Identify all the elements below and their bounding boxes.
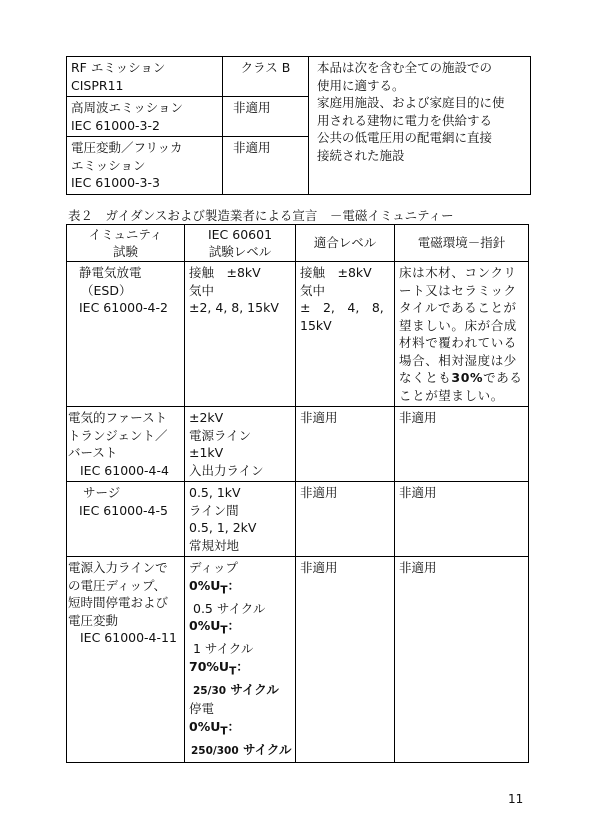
emission-test-cell: RF エミッション CISPR11 [67,57,223,97]
test-cell: 電源入力ラインで の電圧ディップ、 短時間停電および 電圧変動 IEC 61000-4-11 [67,557,185,763]
level-cell: ディップ $0\%U_T$： 0.5 サイクル $0\%U_T$： 1 サイクル $70\%U_T$： 25/30 サイクル 停電 $0\%U_T$： 250/300 サイクル [185,557,296,763]
environment-cell: 非適用 [395,557,529,763]
emission-test-cell: 高周波エミッション IEC 61000-3-2 [67,97,223,137]
table-row [67,482,529,557]
environment-cell: 床は木材、コンクリート又はセラミックタイルであることが望ましい。床が合成材料で覆われている場合、相対湿度は少なくとも30%であることが望ましい。 [395,262,529,407]
table-caption: 表２ ガイダンスおよび製造業者による宣言 －電磁イミュニティー [68,208,454,223]
level-cell: ±2kV 電源ライン ±1kV 入出力ライン [185,407,296,482]
page-number: 11 [508,792,524,806]
header-row [67,225,529,262]
header-test-level: IEC 60601 試験レベル [185,225,296,262]
header-immunity-test: イミュニティ 試験 [67,225,185,262]
table-row [67,262,529,407]
table-row [67,407,529,482]
header-compliance-level: 適合レベル [296,225,395,262]
emission-table [66,56,531,195]
level-cell: 0.5, 1kV ライン間 0.5, 1, 2kV 常規対地 [185,482,296,557]
test-cell: サージ IEC 61000-4-5 [67,482,185,557]
table-row [67,57,531,97]
emission-class-cell: クラス B [223,57,309,97]
compliance-cell: 接触 ±8kV 気中 ± 2, 4, 8, 15kV [296,262,395,407]
environment-cell: 非適用 [395,482,529,557]
header-em-environment: 電磁環境－指針 [395,225,529,262]
emission-class-cell: 非適用 [223,137,309,195]
compliance-cell: 非適用 [296,557,395,763]
environment-cell: 非適用 [395,407,529,482]
level-cell: 接触 ±8kV 気中 ±2, 4, 8, 15kV [185,262,296,407]
compliance-cell: 非適用 [296,482,395,557]
compliance-cell: 非適用 [296,407,395,482]
test-cell: 電気的ファースト トランジェント／ バースト IEC 61000-4-4 [67,407,185,482]
immunity-table [66,224,529,763]
emission-note-cell: 本品は次を含む全ての施設での 使用に適する。 家庭用施設、および家庭目的に使 用される建物に電力を供給する 公共の低電圧用の配電網に直接 接続された施設 [309,57,531,195]
table-row [67,557,529,763]
emission-class-cell: 非適用 [223,97,309,137]
emission-test-cell: 電圧変動／フリッカ エミッション IEC 61000-3-3 [67,137,223,195]
test-cell: 静電気放電 （ESD） IEC 61000-4-2 [67,262,185,407]
